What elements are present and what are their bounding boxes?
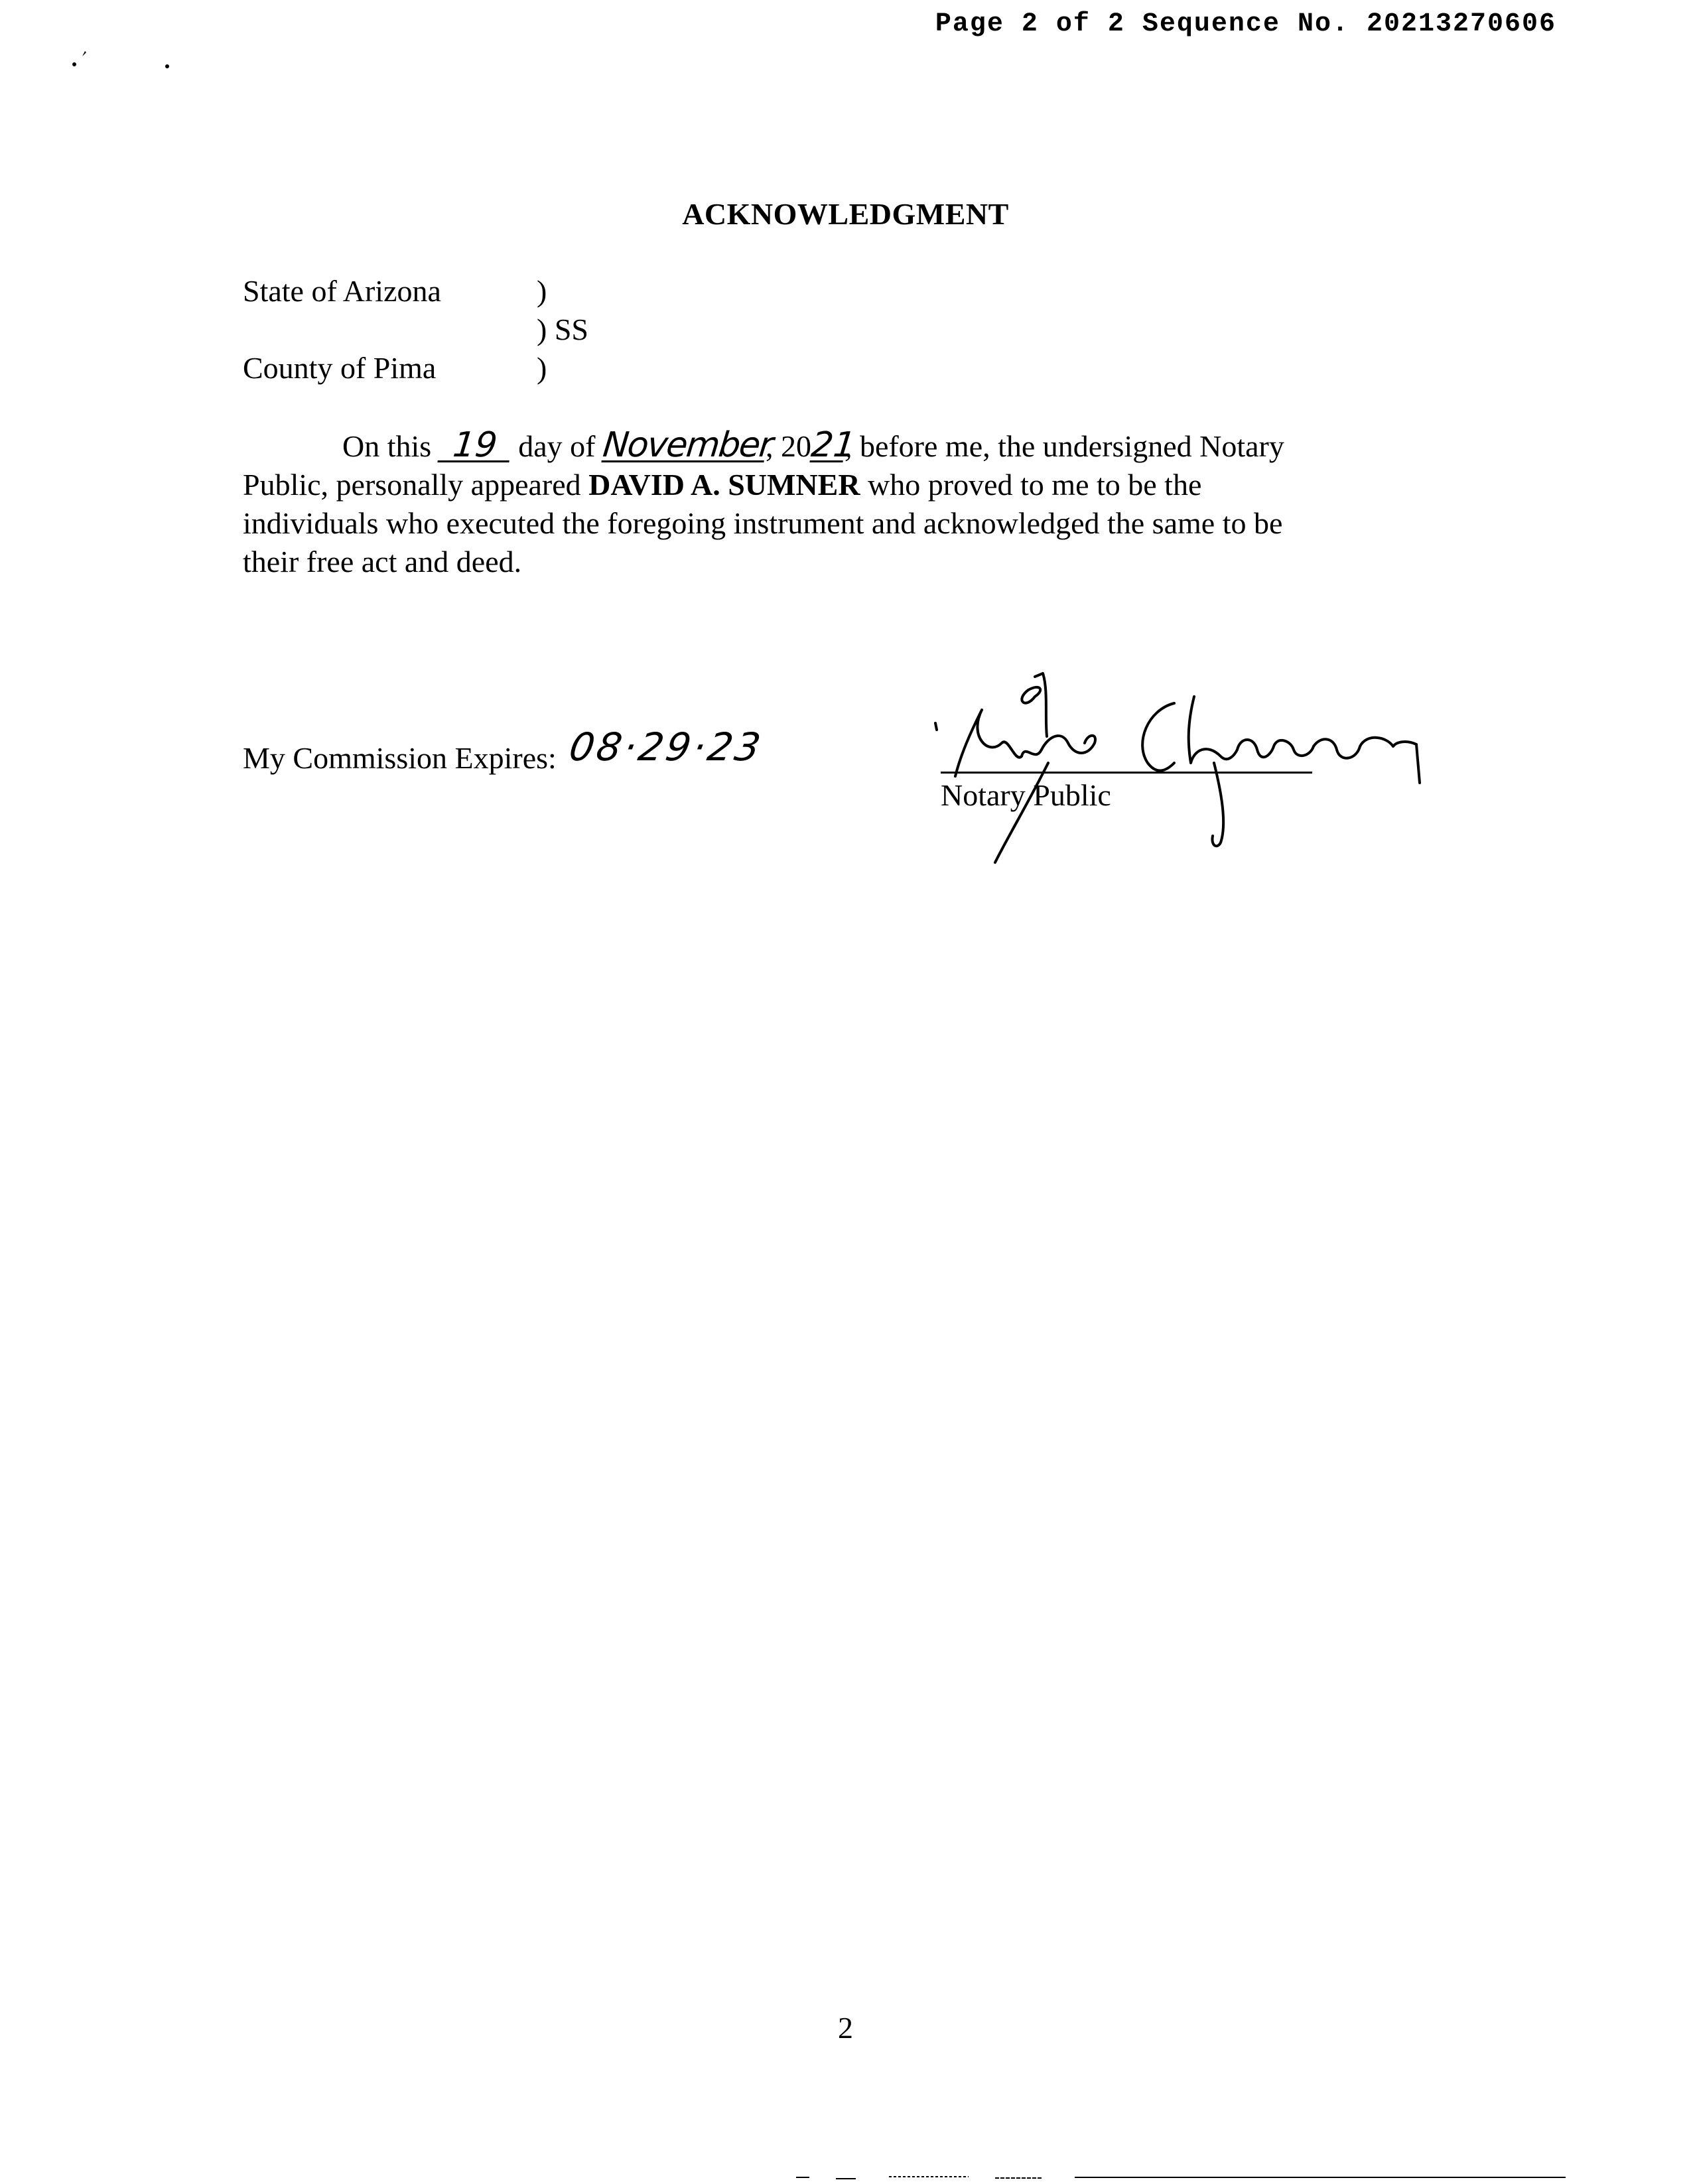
state-paren: ) (537, 274, 547, 308)
paragraph-line-4: their free act and deed. (243, 545, 522, 579)
ss-paren: ) SS (537, 312, 588, 346)
year-prefix-text: , 20 (765, 429, 811, 463)
handwritten-expiration-date: 08·29·23 (565, 724, 767, 770)
handwritten-month: November (600, 425, 774, 465)
handwritten-year: 21 (809, 425, 858, 465)
notary-public-label: Notary Public (941, 778, 1111, 812)
page-number: 2 (838, 2011, 853, 2045)
notary-signature-block (929, 670, 1473, 869)
signature-line (941, 772, 1312, 774)
commission-expires (243, 724, 767, 778)
appeared-text: Public, personally appeared (243, 468, 581, 502)
scan-edge-marks (796, 2175, 1566, 2181)
county-label: County of Pima (243, 351, 437, 385)
day-of-text: day of (518, 429, 596, 463)
on-this-text: On this (342, 429, 432, 463)
paragraph-line-1 (243, 427, 1424, 466)
commission-label: My Commission Expires: (243, 741, 557, 775)
proved-text: who proved to me to be the (868, 468, 1202, 502)
acknowledgment-paragraph (243, 427, 1424, 581)
scan-specks (66, 50, 186, 83)
person-name: DAVID A. SUMNER (588, 468, 860, 502)
paragraph-line-3: individuals who executed the foregoing instrument and acknowledged the same to be (243, 506, 1283, 540)
after-date-text: , before me, the undersigned Notary (844, 429, 1284, 463)
notary-signature-icon (929, 670, 1473, 869)
paragraph-line-2 (243, 466, 1424, 504)
document-title: ACKNOWLEDGMENT (682, 197, 1009, 231)
handwritten-day: 19 (437, 430, 512, 462)
page-sequence-header: Page 2 of 2 Sequence No. 20213270606 (935, 9, 1556, 39)
county-paren: ) (537, 351, 547, 385)
state-label: State of Arizona (243, 274, 441, 308)
